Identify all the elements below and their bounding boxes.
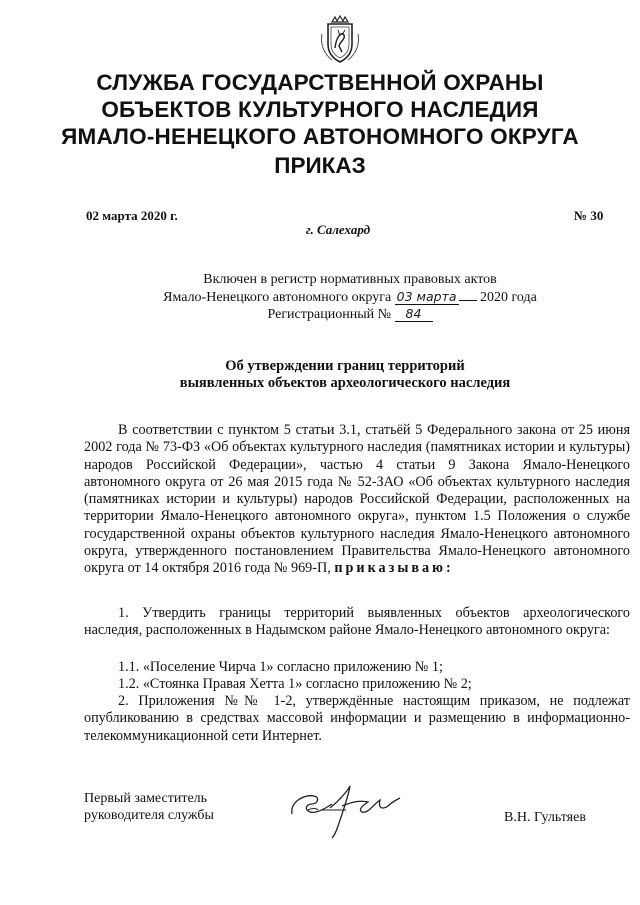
preamble-text: В соответствии с пунктом 5 статьи 3.1, статьёй 5 Федерального закона от 25 июня 2002 года № 73-ФЗ «Об объектах культурного наследия (памятниках истории и культуры) народов Российской Федерации», частью 4 статьи 9 Закона Ямало-Ненецкого автономного округа от 26 мая 2015 года № 52-ЗАО «Об объектах культурного наследия (памятниках истории и культуры) народов Российской Федерации, расположенных на территории Ямало-Ненецкого автономного округа», пунктом 1.5 Положения о службе государственной охраны объектов культурного наследия Ямало-Ненецкого автономного округа, утвержденного постановлением Правительства Ямало-Ненецкого автономного округа от 14 октября 2016 года № 969-П, [84,422,630,577]
signatory-position-line-2: руководителя службы [84,808,214,823]
organization-name-line-2: ОБЪЕКТОВ КУЛЬТУРНОГО НАСЛЕДИЯ [101,97,539,122]
order-item-2: 2. Приложения №№ 1-2, утверждённые настоящим приказом, не подлежат опубликованию в средствах массовой информации и размещению в информационно-телекоммуникационной сети Интернет. [84,693,630,744]
handwritten-signature [282,780,412,842]
signatory-position-line-1: Первый заместитель [84,791,208,806]
order-item-1-2: 1.2. «Стоянка Правая Хетта 1» согласно приложению № 2; [118,676,472,692]
date-blank-line [459,300,477,301]
registration-year: 2020 года [480,290,537,305]
registration-line-1 [0,271,640,289]
registration-text-1: Включен в регистр нормативных правовых актов [203,272,497,287]
registration-text-2: Ямало-Ненецкого автономного округа [163,290,392,305]
registration-line-3 [0,306,640,324]
preamble-paragraph [84,422,630,578]
signatory-position [84,790,214,824]
document-date: 02 марта 2020 г. [86,208,178,223]
decree-word: приказываю: [334,560,454,577]
handwritten-registration-date: 03 марта [396,289,457,304]
registration-number-label: Регистрационный № [267,307,391,322]
order-item-1: 1. Утвердить границы территорий выявленных объектов археологического наследия, расположенных в Надымском районе Ямало-Ненецкого автономного округа: [84,605,630,639]
organization-name-line-3: ЯМАЛО-НЕНЕЦКОГО АВТОНОМНОГО ОКРУГА [61,124,579,149]
handwritten-registration-number: 84 [395,307,433,322]
coat-of-arms-emblem [318,14,362,64]
order-item-1-1: 1.1. «Поселение Чирча 1» согласно приложению № 1; [118,659,443,675]
document-city: г. Салехард [305,222,371,237]
document-number: № 30 [574,208,604,223]
order-title-line-1: Об утверждении границ территорий [225,358,465,374]
document-type-heading: ПРИКАЗ [274,153,366,178]
registration-line-2 [0,289,640,307]
signatory-name: В.Н. Гультяев [504,810,586,825]
order-title-line-2: выявленных объектов археологического наследия [179,375,511,391]
organization-name-line-1: СЛУЖБА ГОСУДАРСТВЕННОЙ ОХРАНЫ [96,70,544,95]
